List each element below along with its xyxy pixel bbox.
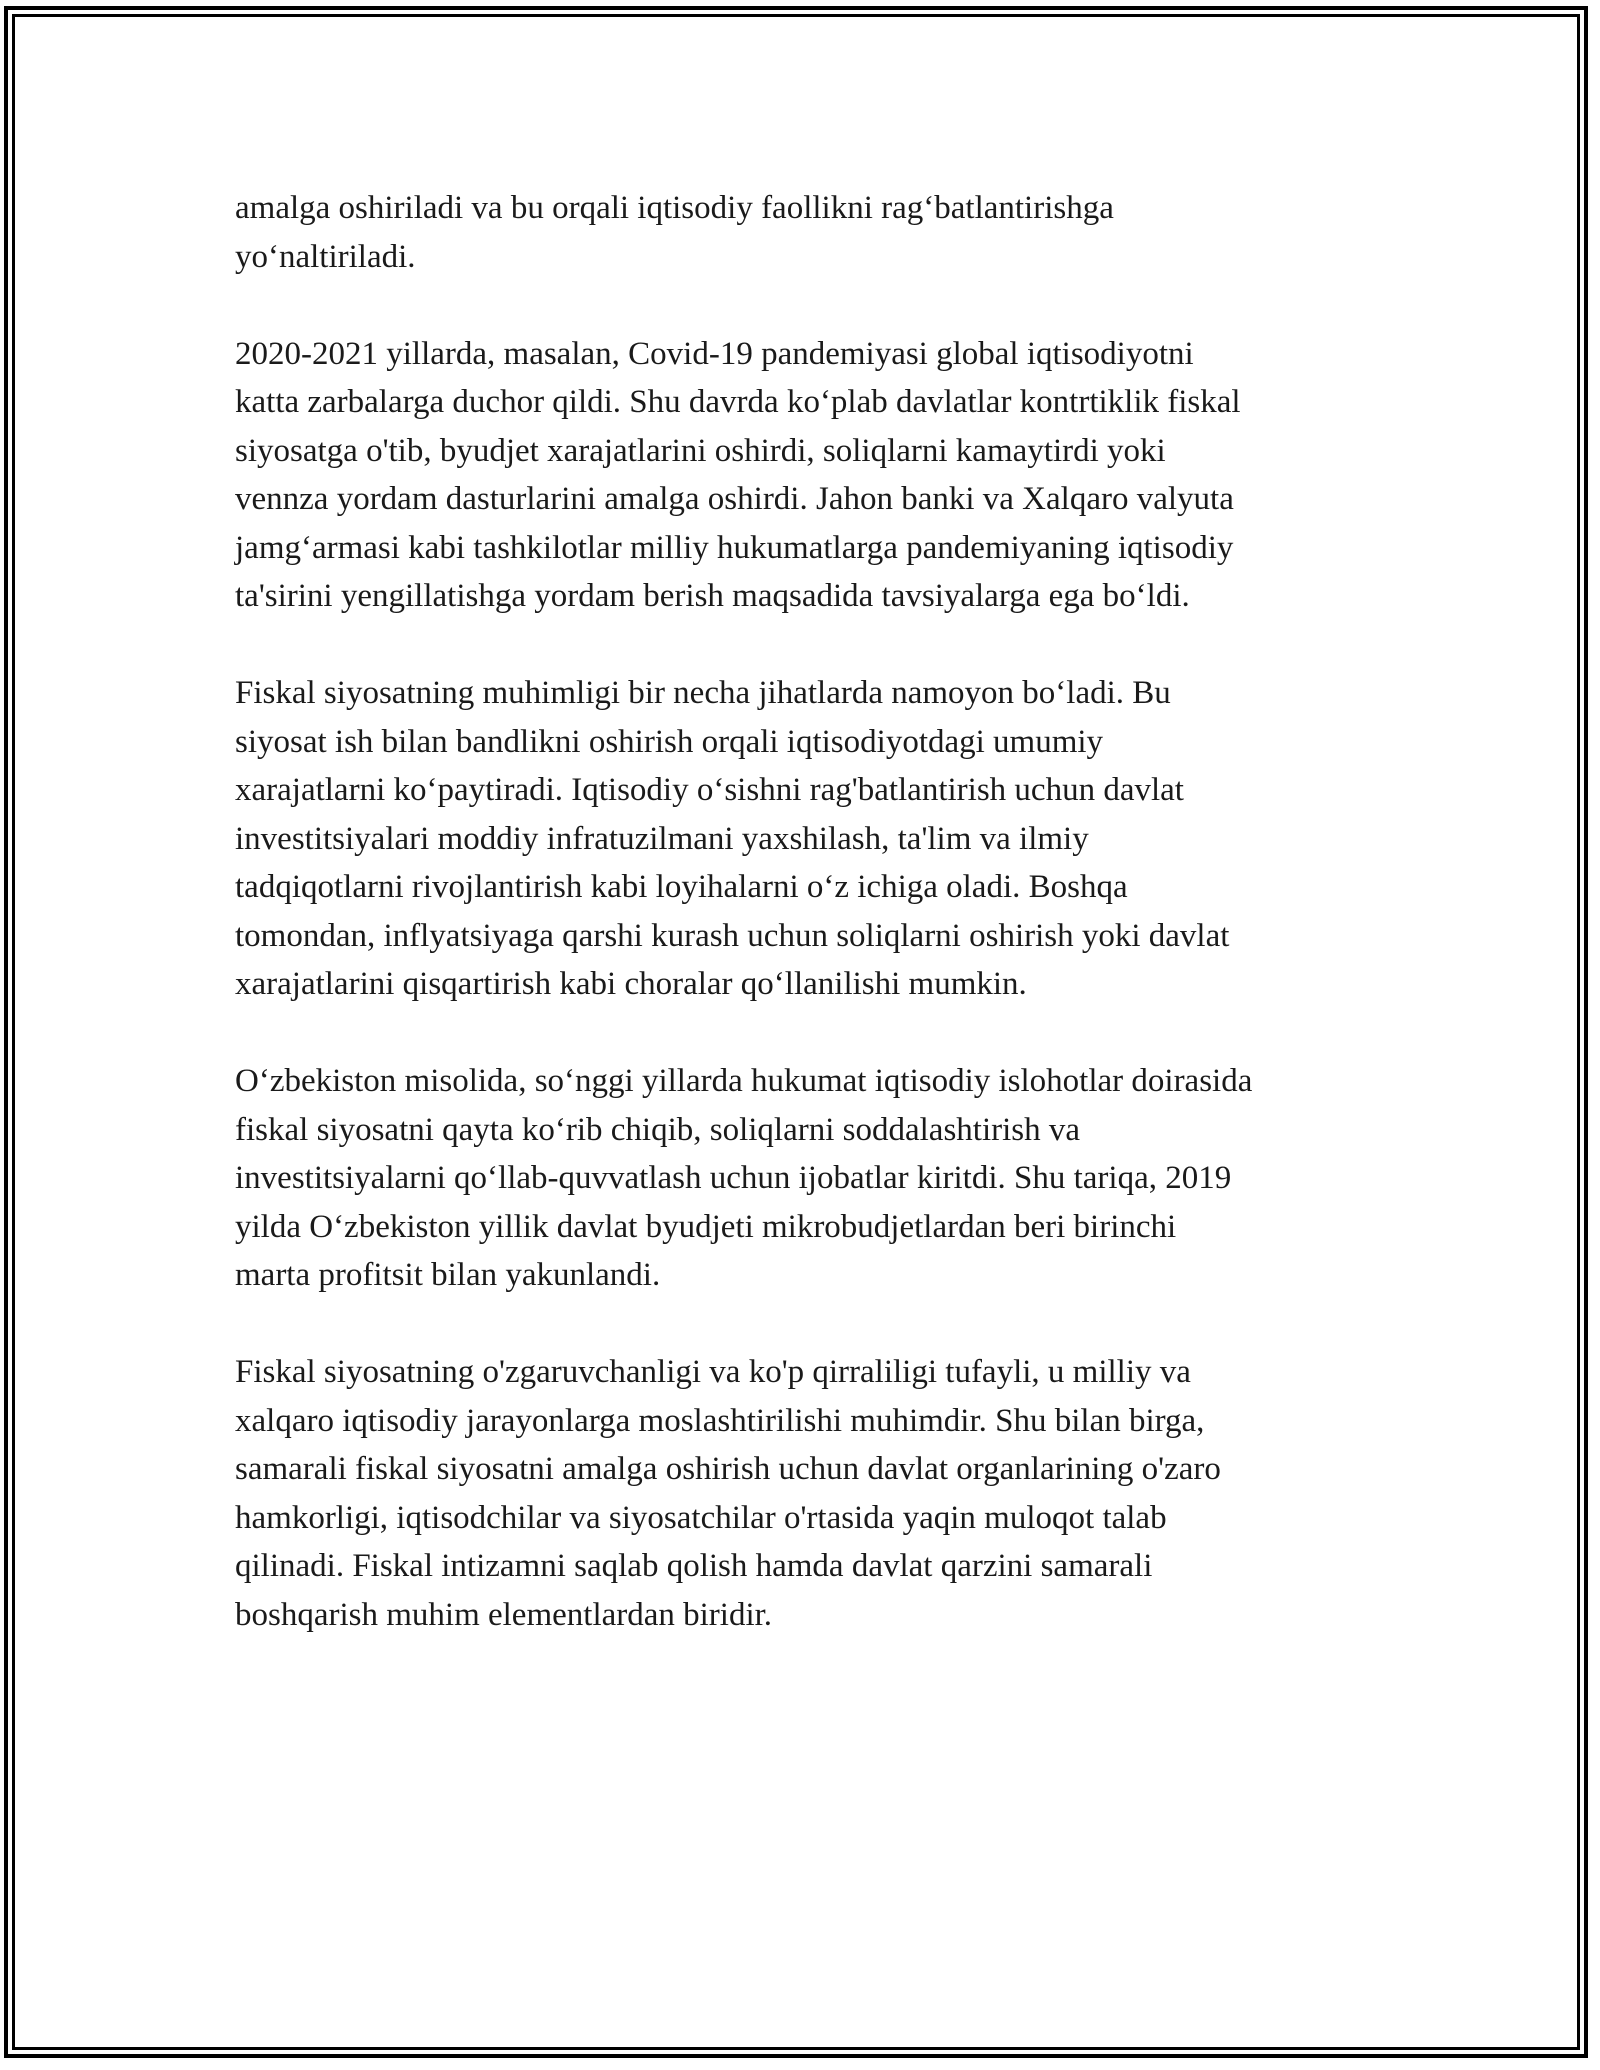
text-line: siyosat ish bilan bandlikni oshirish orqali iqtisodiyotdagi umumiy: [235, 723, 1104, 760]
text-line: katta zarbalarga duchor qildi. Shu davrda ko‘plab davlatlar kontrtiklik fiskal: [235, 384, 1241, 420]
text-line: investitsiyalari moddiy infratuzilmani yaxshilash, ta'lim va ilmiy: [235, 820, 1089, 857]
text-line: xalqaro iqtisodiy jarayonlarga moslashtirilishi muhimdir. Shu bilan birga,: [235, 1402, 1205, 1439]
text-line: tadqiqotlarni rivojlantirish kabi loyihalarni o‘z ichiga oladi. Boshqa: [235, 869, 1128, 905]
text-line: ta'sirini yengillatishga yordam berish maqsadida tavsiyalarga ega bo‘ldi.: [235, 578, 1190, 614]
paragraph: [235, 1057, 1385, 1300]
text-line: xarajatlarini qisqartirish kabi choralar qo‘llanilishi mumkin.: [235, 966, 1027, 1002]
text-line: boshqarish muhim elementlardan biridir.: [235, 1596, 773, 1633]
paragraph: [235, 1348, 1385, 1639]
text-line: marta profitsit bilan yakunlandi.: [235, 1257, 661, 1293]
text-line: yilda O‘zbekiston yillik davlat byudjeti mikrobudjetlardan beri birinchi: [235, 1208, 1177, 1245]
text-line: fiskal siyosatni qayta ko‘rib chiqib, soliqlarni soddalashtirish va: [235, 1111, 1081, 1148]
text-line: O‘zbekiston misolida, so‘nggi yillarda hukumat iqtisodiy islohotlar doirasida: [235, 1063, 1253, 1099]
text-line: qilinadi. Fiskal intizamni saqlab qolish hamda davlat qarzini samarali: [235, 1548, 1153, 1584]
text-line: siyosatga o'tib, byudjet xarajatlarini oshirdi, soliqlarni kamaytirdi yoki: [235, 432, 1166, 469]
text-line: samarali fiskal siyosatni amalga oshirish uchun davlat organlarining o'zaro: [235, 1451, 1221, 1487]
text-line: tomondan, inflyatsiyaga qarshi kurash uchun soliqlarni oshirish yoki davlat: [235, 917, 1230, 954]
paragraph: [235, 330, 1385, 621]
text-line: investitsiyalarni qo‘llab-quvvatlash uchun ijobatlar kiritdi. Shu tariqa, 2019: [235, 1160, 1232, 1196]
text-line: amalga oshiriladi va bu orqali iqtisodiy faollikni rag‘batlantirishga: [235, 190, 1114, 226]
text-line: vennza yordam dasturlarini amalga oshirdi. Jahon banki va Xalqaro valyuta: [235, 481, 1234, 517]
document-body: [235, 184, 1385, 1688]
text-line: jamg‘armasi kabi tashkilotlar milliy hukumatlarga pandemiyaning iqtisodiy: [235, 529, 1234, 566]
text-line: 2020-2021 yillarda, masalan, Covid-19 pandemiyasi global iqtisodiyotni: [235, 335, 1194, 372]
paragraph: [235, 184, 1385, 281]
text-line: hamkorligi, iqtisodchilar va siyosatchilar o'rtasida yaqin muloqot talab: [235, 1499, 1167, 1536]
text-line: Fiskal siyosatning muhimligi bir necha jihatlarda namoyon bo‘ladi. Bu: [235, 675, 1171, 711]
paragraph: [235, 669, 1385, 1009]
text-line: yo‘naltiriladi.: [235, 238, 416, 275]
text-line: xarajatlarni ko‘paytiradi. Iqtisodiy o‘sishni rag'batlantirish uchun davlat: [235, 772, 1184, 808]
text-line: Fiskal siyosatning o'zgaruvchanligi va ko'p qirraliligi tufayli, u milliy va: [235, 1354, 1191, 1390]
